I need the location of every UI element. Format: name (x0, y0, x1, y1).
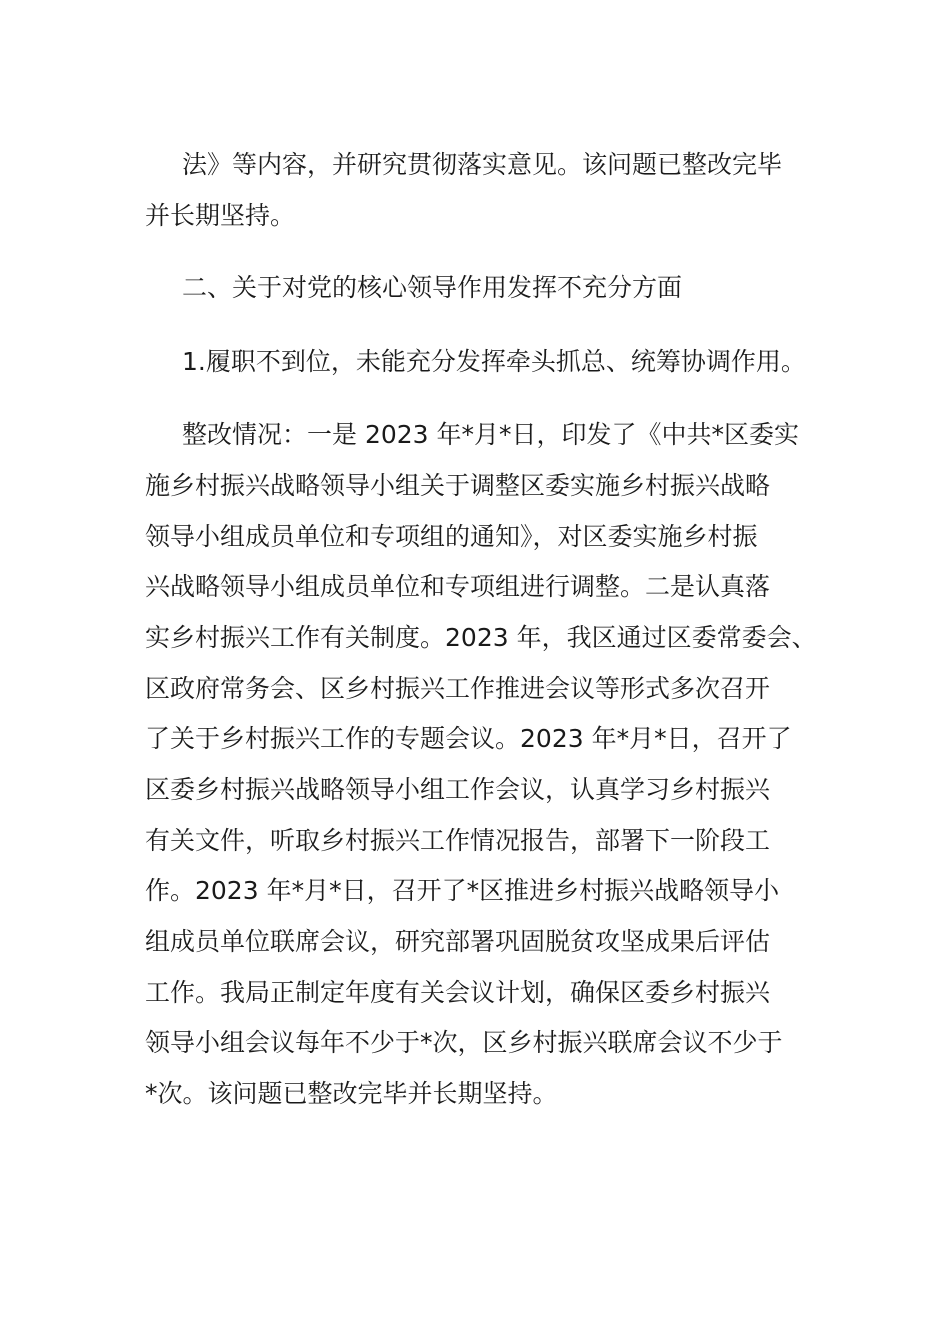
paragraph-line: 领导小组成员单位和专项组的通知》，对区委实施乡村振 (145, 522, 758, 551)
paragraph-line: 工作。我局正制定年度有关会议计划，确保区委乡村振兴 (145, 978, 771, 1007)
paragraph-line: 领导小组会议每年不少于*次，区乡村振兴联席会议不少于 (145, 1028, 783, 1057)
paragraph-line: 区政府常务会、区乡村振兴工作推进会议等形式多次召开 (145, 674, 771, 703)
section-heading: 二、关于对党的核心领导作用发挥不充分方面 (182, 273, 683, 302)
paragraph-line: *次。该问题已整改完毕并长期坚持。 (145, 1079, 558, 1108)
paragraph-line: 实乡村振兴工作有关制度。2023 年，我区通过区委常委会、 (145, 623, 817, 652)
paragraph-line: 了关于乡村振兴工作的专题会议。2023 年*月*日，召开了 (145, 724, 792, 753)
paragraph-line: 区委乡村振兴战略领导小组工作会议，认真学习乡村振兴 (145, 775, 771, 804)
paragraph-line: 整改情况：一是 2023 年*月*日，印发了《中共*区委实 (182, 420, 800, 449)
paragraph-line: 作。2023 年*月*日，召开了*区推进乡村振兴战略领导小 (145, 876, 780, 905)
paragraph-line: 有关文件，听取乡村振兴工作情况报告，部署下一阶段工 (145, 826, 771, 855)
paragraph-line: 并长期坚持。 (145, 201, 296, 230)
item-heading: 1.履职不到位，未能充分发挥牵头抓总、统筹协调作用。 (182, 347, 806, 376)
paragraph-line: 兴战略领导小组成员单位和专项组进行调整。二是认真落 (145, 572, 771, 601)
paragraph-line: 组成员单位联席会议，研究部署巩固脱贫攻坚成果后评估 (145, 927, 771, 956)
paragraph-line: 法》等内容，并研究贯彻落实意见。该问题已整改完毕 (182, 150, 783, 179)
paragraph-line: 施乡村振兴战略领导小组关于调整区委实施乡村振兴战略 (145, 471, 771, 500)
